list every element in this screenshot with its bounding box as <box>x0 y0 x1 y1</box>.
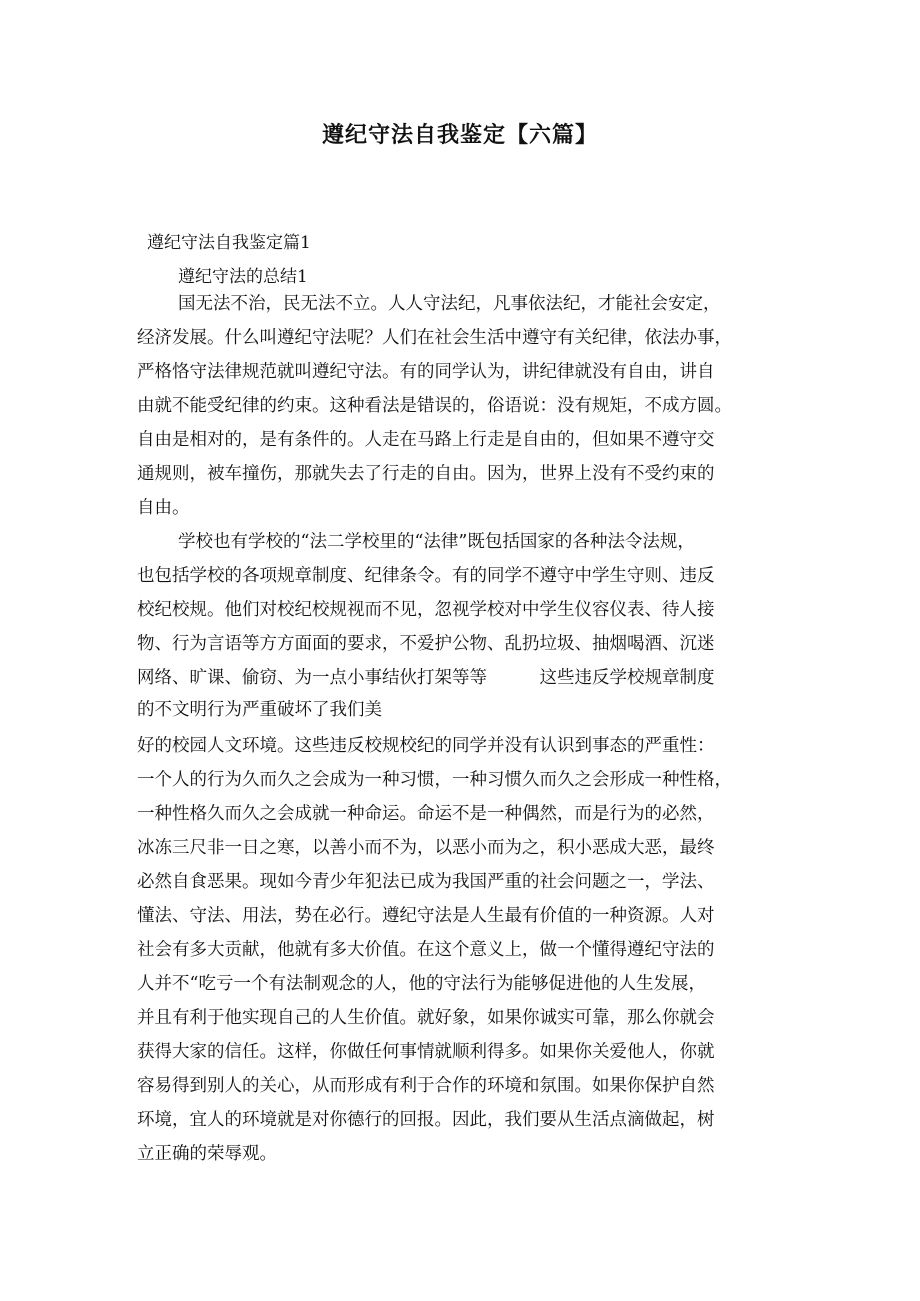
body-line: 好的校园人文环境。这些违反校规校纪的同学并没有认识到事态的严重性： <box>137 736 715 756</box>
body-line: 懂法、守法、用法，势在必行。遵纪守法是人生最有价值的一种资源。人对 <box>137 906 715 926</box>
body-line: 社会有多大贡献，他就有多大价值。在这个意义上，做一个懂得遵纪守法的 <box>137 940 715 960</box>
sub-heading: 遵纪守法的总结1 <box>178 267 308 287</box>
body-line: 人并不“吃亏一个有法制观念的人，他的守法行为能够促进他的人生发展， <box>137 974 706 994</box>
body-line: 国无法不治，民无法不立。人人守法纪，凡事依法纪，才能社会安定， <box>178 294 721 314</box>
body-line: 也包括学校的各项规章制度、纪律条令。有的同学不遵守中学生守则、违反 <box>137 566 715 586</box>
body-line: 容易得到别人的关心，从而形成有利于合作的环境和氛围。如果你保护自然 <box>137 1076 715 1096</box>
body-line: 物、行为言语等方方面面的要求，不爱护公物、乱扔垃圾、抽烟喝酒、沉迷 <box>137 634 715 654</box>
body-line: 严格恪守法律规范就叫遵纪守法。有的同学认为，讲纪律就没有自由，讲自 <box>137 362 715 382</box>
body-line: 校纪校规。他们对校纪校规视而不见，忽视学校对中学生仪容仪表、待人接 <box>137 600 715 620</box>
body-line: 的不文明行为严重破坏了我们美 <box>137 700 382 720</box>
body-line: 通规则，被车撞伤，那就失去了行走的自由。因为，世界上没有不受约束的 <box>137 464 715 484</box>
body-line: 一个人的行为久而久之会成为一种习惯，一种习惯久而久之会形成一种性格， <box>137 770 732 790</box>
body-line: 自由。 <box>137 498 190 518</box>
body-line: 获得大家的信任。这样，你做任何事情就顺利得多。如果你关爱他人，你就 <box>137 1042 715 1062</box>
body-line: 并且有利于他实现自己的人生价值。就好象，如果你诚实可靠，那么你就会 <box>137 1008 715 1028</box>
body-line: 冰冻三尺非一日之寒，以善小而不为，以恶小而为之，积小恶成大恶，最终 <box>137 838 715 858</box>
body-line: 经济发展。什么叫遵纪守法呢？人们在社会生活中遵守有关纪律，依法办事， <box>137 328 732 348</box>
section-heading: 遵纪守法自我鉴定篇1 <box>147 233 311 253</box>
body-line: 必然自食恶果。现如今青少年犯法已成为我国严重的社会问题之一，学法、 <box>137 872 715 892</box>
document-title: 遵纪守法自我鉴定【六篇】 <box>321 123 598 148</box>
body-line: 立正确的荣辱观。 <box>137 1144 277 1164</box>
body-line: 一种性格久而久之会成就一种命运。命运不是一种偶然，而是行为的必然， <box>137 804 715 824</box>
body-line: 由就不能受纪律的约束。这种看法是错误的，俗语说：没有规矩，不成方圆。 <box>137 396 732 416</box>
body-line: 网络、旷课、偷窃、为一点小事结伙打架等等 这些违反学校规章制度 <box>137 668 715 688</box>
body-line: 环境，宜人的环境就是对你德行的回报。因此，我们要从生活点滴做起，树 <box>137 1110 715 1130</box>
body-line: 自由是相对的，是有条件的。人走在马路上行走是自由的，但如果不遵守交 <box>137 430 715 450</box>
body-line: 学校也有学校的“法二学校里的“法律”既包括国家的各种法令法规， <box>178 532 695 552</box>
